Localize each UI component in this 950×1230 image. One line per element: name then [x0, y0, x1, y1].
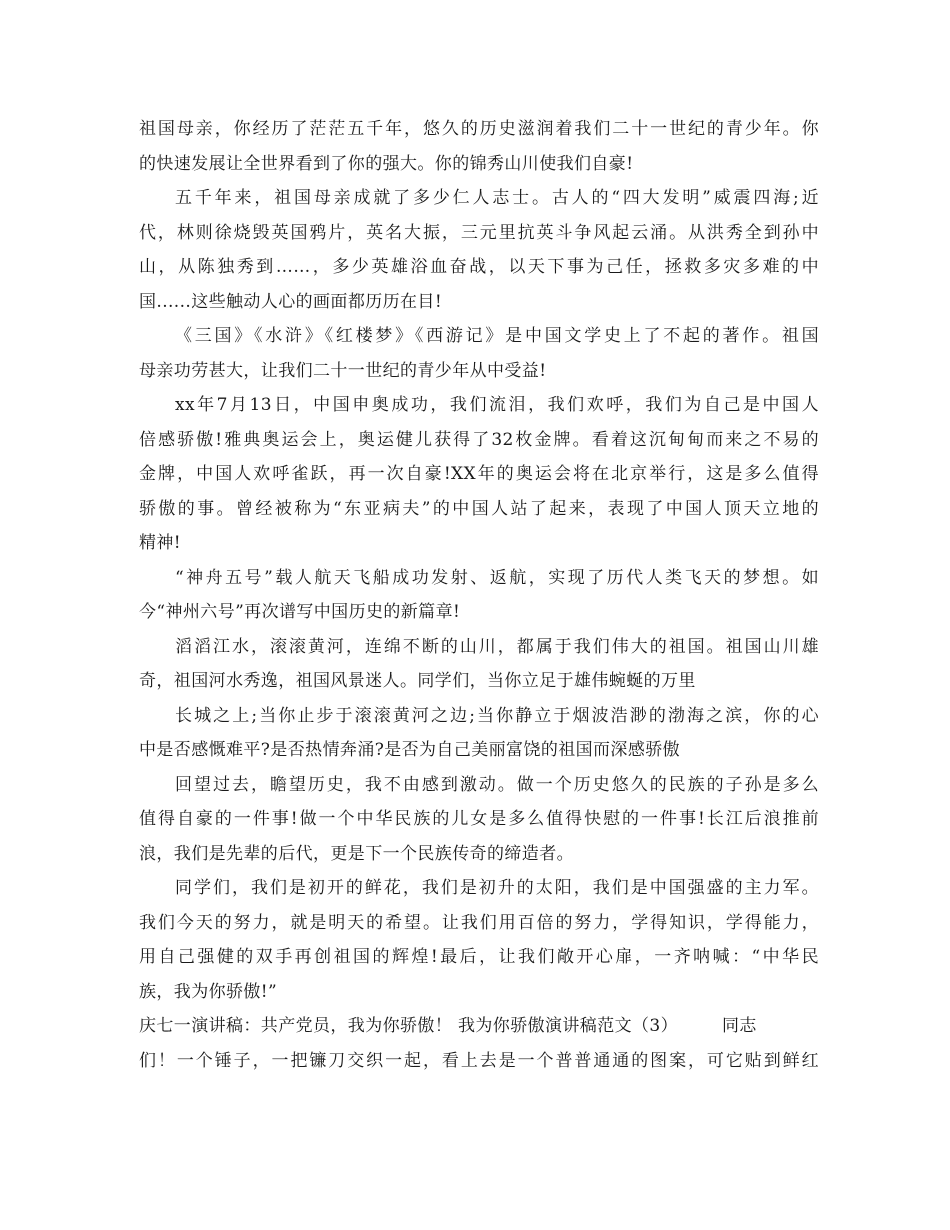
text-line: 倍感骄傲!雅典奥运会上，奥运健儿获得了32枚金牌。看着这沉甸甸而来之不易的	[139, 429, 819, 450]
document-body	[139, 112, 819, 1078]
text-line: 奇，祖国河水秀逸，祖国风景迷人。同学们，当你立足于雄伟蜿蜒的万里	[139, 671, 696, 691]
paragraph-start-line: 长城之上;当你止步于滚滚黄河之边;当你静立于烟波浩渺的渤海之滨，你的心	[175, 705, 819, 726]
text-line: 值得自豪的一件事!做一个中华民族的儿女是多么值得快慰的一件事!长江后浪推前	[139, 809, 819, 829]
text-line: 山，从陈独秀到……，多少英雄浴血奋战，以天下事为己任，拯救多灾多难的中	[139, 257, 819, 277]
text-line: 的快速发展让全世界看到了你的强大。你的锦秀山川使我们自豪!	[139, 153, 634, 174]
text-line: 中是否感慨难平?是否热情奔涌?是否为自己美丽富饶的祖国而深感骄傲	[139, 740, 681, 760]
text-line: 骄傲的事。曾经被称为“东亚病夫”的中国人站了起来，表现了中国人顶天立地的	[139, 498, 819, 519]
paragraph-start-line: 《三国》《水浒》《红楼梦》《西游记》是中国文学史上了不起的著作。祖国	[175, 326, 819, 346]
text-line: 金牌，中国人欢呼雀跃，再一次自豪!XX年的奥运会将在北京举行，这是多么值得	[139, 464, 819, 484]
text-line: 们！一个锤子，一把镰刀交织一起，看上去是一个普普通通的图案，可它贴到鲜红	[139, 1050, 819, 1071]
text-fragment: 同志	[722, 1016, 757, 1036]
paragraph-start-line: 同学们，我们是初开的鲜花，我们是初升的太阳，我们是中国强盛的主力军。	[175, 878, 819, 898]
text-line: 母亲功劳甚大，让我们二十一世纪的青少年从中受益!	[139, 360, 547, 381]
text-line: 族，我为你骄傲!”	[139, 981, 278, 1002]
text-line: 祖国母亲，你经历了茫茫五千年，悠久的历史滋润着我们二十一世纪的青少年。你	[139, 119, 819, 139]
text-line: 今“神州六号”再次谱写中国历史的新篇章!	[139, 602, 461, 622]
text-line: 浪，我们是先辈的后代，更是下一个民族传奇的缔造者。	[139, 843, 574, 864]
paragraph-start-line: xx年7月13日，中国申奥成功，我们流泪，我们欢呼，我们为自己是中国人	[175, 395, 819, 415]
text-line: 代，林则徐烧毁英国鸦片，英名大振，三元里抗英斗争风起云涌。从洪秀全到孙中	[139, 222, 819, 243]
text-line: 精神!	[139, 533, 182, 553]
heading-line	[139, 1009, 819, 1044]
paragraph-start-line: 滔滔江水，滚滚黄河，连绵不断的山川，都属于我们伟大的祖国。祖国山川雄	[175, 636, 819, 657]
text-line: 国......这些触动人心的画面都历历在目!	[139, 291, 443, 312]
paragraph-start-line: 五千年来，祖国母亲成就了多少仁人志士。古人的“四大发明”威震四海;近	[175, 188, 819, 208]
text-line: 我们今天的努力，就是明天的希望。让我们用百倍的努力，学得知识，学得能力，	[139, 912, 819, 933]
paragraph-start-line: 回望过去，瞻望历史，我不由感到激动。做一个历史悠久的民族的子孙是多么	[175, 774, 819, 795]
paragraph-start-line: “神舟五号”载人航天飞船成功发射、返航，实现了历代人类飞天的梦想。如	[175, 567, 819, 588]
section-heading: 庆七一演讲稿：共产党员，我为你骄傲！ 我为你骄傲演讲稿范文（3）	[139, 1016, 679, 1036]
text-line: 用自己强健的双手再创祖国的辉煌!最后，让我们敞开心扉，一齐呐喊：“中华民	[139, 947, 819, 967]
